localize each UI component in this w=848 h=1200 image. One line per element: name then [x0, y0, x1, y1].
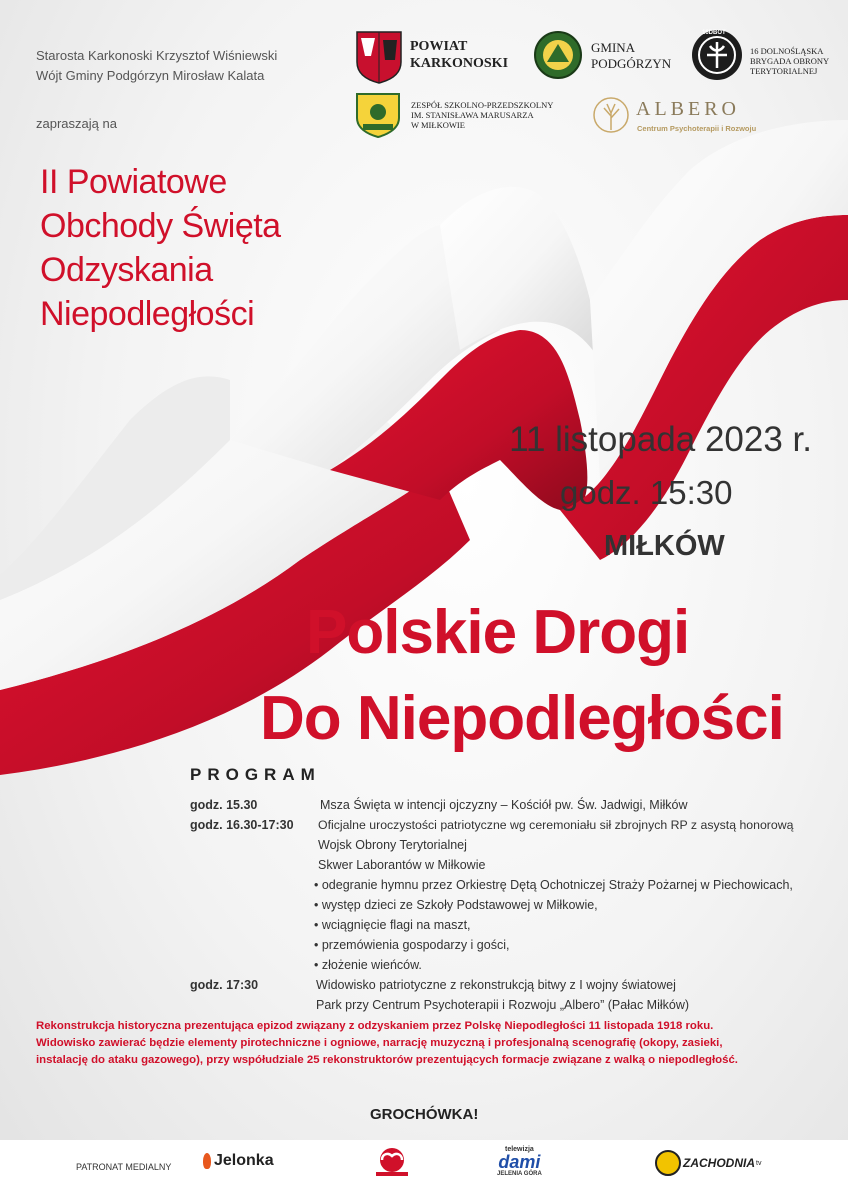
event-title-line-3: Odzyskania: [40, 251, 213, 289]
brygada-badge-text: 16DBOT: [702, 30, 726, 36]
zespol-crest-icon: [353, 92, 403, 138]
powiat-logo-text: [410, 38, 508, 72]
description-line-3: instalację do ataku gazowego), przy współudziale 25 rekonstruktorów prezentujących formacje związane z walką o niepodległość.: [36, 1054, 738, 1066]
brygada-line-2: BRYGADA OBRONY: [750, 56, 830, 66]
powiat-line-1: POWIAT: [410, 39, 468, 54]
zachodnia-suffix: tv: [756, 1159, 762, 1167]
event-date: 11 listopada 2023 r.: [509, 420, 812, 459]
albero-name: ALBERO: [636, 98, 740, 120]
zespol-line-2: IM. STANISŁAWA MARUSARZA: [411, 110, 534, 120]
program-time-2: godz. 16.30-17:30: [190, 818, 294, 832]
zachodnia-circle-icon: [655, 1150, 681, 1176]
headline-line-2: Do Niepodległości: [260, 684, 784, 753]
brygada-badge-icon: [690, 28, 744, 82]
program-desc-2c: Skwer Laborantów w Miłkowie: [318, 858, 486, 872]
zespol-logo-text: [411, 100, 553, 130]
program-time-1: godz. 15.30: [190, 798, 258, 812]
program-time-3: godz. 17:30: [190, 978, 259, 992]
event-place: MIŁKÓW: [604, 530, 725, 562]
description-line-2: Widowisko zawierać będzie elementy pirotechniczne i ogniowe, narrację muzyczną i profesjonalną scenografię (okopy, zasieki,: [36, 1037, 723, 1049]
zachodnia-logo: [655, 1150, 761, 1176]
brygada-line-3: TERYTORIALNEJ: [750, 66, 818, 76]
jelonka-logo: [203, 1152, 274, 1170]
powiat-line-2: KARKONOSKI: [410, 56, 509, 71]
tv-bottom-text: JELENIA GÓRA: [497, 1171, 542, 1177]
gmina-logo-text: [591, 40, 671, 72]
radio-logo-icon: [370, 1146, 414, 1178]
program-desc-3b: Park przy Centrum Psychoterapii i Rozwoju „Albero” (Pałac Miłków): [316, 998, 690, 1012]
description-line-1: Rekonstrukcja historyczna prezentująca epizod związany z odzyskaniem przez Polskę Niepodległości 11 listopada 1918 roku.: [36, 1020, 714, 1032]
program-bullet-4: • przemówienia gospodarzy i gości,: [314, 938, 510, 952]
host-line-2: Wójt Gminy Podgórzyn Mirosław Kalata: [36, 68, 265, 83]
invite-text: zapraszają na: [36, 116, 117, 131]
event-title-line-1: II Powiatowe: [40, 163, 227, 201]
gmina-line-1: GMINA: [591, 40, 636, 55]
program-bullet-3: • wciągnięcie flagi na maszt,: [314, 918, 471, 932]
media-label: PATRONAT MEDIALNY: [76, 1162, 172, 1172]
albero-subtitle: Centrum Psychoterapii i Rozwoju: [637, 124, 757, 133]
program-bullet-5: • złożenie wieńców.: [314, 958, 422, 972]
program-list: [190, 795, 810, 1015]
event-title-line-4: Niepodległości: [40, 295, 255, 333]
gmina-line-2: PODGÓRZYN: [591, 56, 672, 71]
program-bullet-1: • odegranie hymnu przez Orkiestrę Dętą Ochotniczej Straży Pożarnej w Piechowicach,: [314, 878, 793, 892]
gmina-emblem-icon: [533, 30, 583, 80]
event-title: [40, 160, 281, 336]
tv-top-text: telewizja: [505, 1146, 534, 1153]
program-desc-1: Msza Święta w intencji ojczyzny – Kościół pw. Św. Jadwigi, Miłków: [320, 798, 688, 812]
description-block: [36, 1018, 826, 1069]
powiat-crest-icon: [355, 30, 403, 84]
jelonka-text: Jelonka: [214, 1152, 274, 1169]
event-title-line-2: Obchody Święta: [40, 207, 281, 245]
zespol-line-3: W MIŁKOWIE: [411, 120, 465, 130]
tv-dami-logo: [497, 1146, 542, 1177]
program-desc-2a: Oficjalne uroczystości patriotyczne wg ceremoniału sił zbrojnych RP z asystą honorową: [318, 818, 794, 832]
zespol-line-1: ZESPÓŁ SZKOLNO-PRZEDSZKOLNY: [411, 100, 554, 110]
brygada-logo-text: [750, 46, 829, 76]
footer-note: GROCHÓWKA!: [370, 1106, 479, 1123]
program-desc-3a: Widowisko patriotyczne z rekonstrukcją bitwy z I wojny światowej: [316, 978, 676, 992]
host-line-1: Starosta Karkonoski Krzysztof Wiśniewski: [36, 48, 278, 63]
headline-line-1: Polskie Drogi: [306, 598, 690, 667]
tv-mark: dami: [498, 1152, 541, 1172]
flame-icon: [203, 1153, 211, 1169]
event-time: godz. 15:30: [560, 474, 733, 511]
program-desc-2b: Wojsk Obrony Terytorialnej: [318, 838, 467, 852]
zachodnia-text: ZACHODNIA: [683, 1156, 755, 1170]
albero-tree-icon: [592, 96, 630, 134]
brygada-line-1: 16 DOLNOŚLĄSKA: [750, 46, 824, 56]
program-heading: PROGRAM: [190, 765, 321, 784]
program-bullet-2: • występ dzieci ze Szkoły Podstawowej w Miłkowie,: [314, 898, 598, 912]
